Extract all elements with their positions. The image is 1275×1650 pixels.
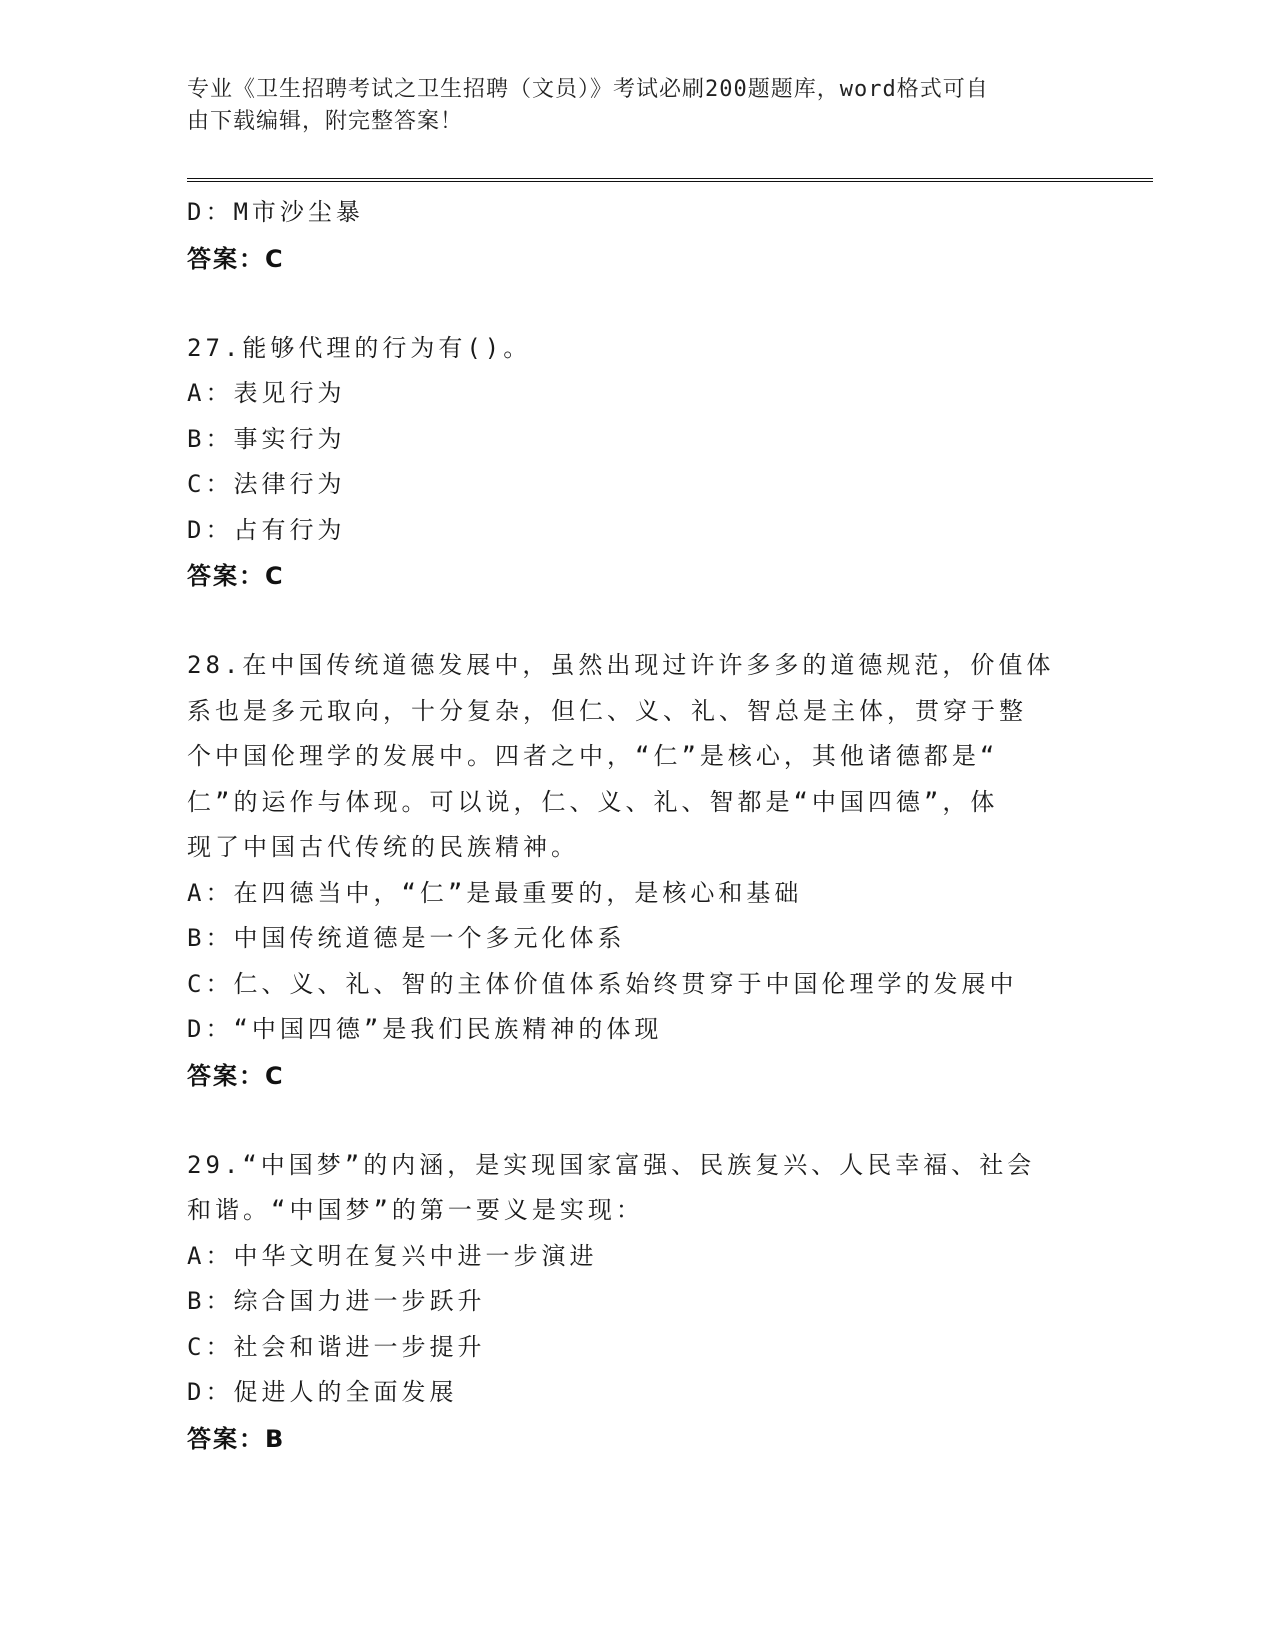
question-28 xyxy=(187,643,1087,1099)
option-d: D：占有行为 xyxy=(187,515,346,544)
stem-line: 和谐。“中国梦”的第一要义是实现： xyxy=(187,1196,644,1224)
option-d: D：“中国四德”是我们民族精神的体现 xyxy=(187,1015,663,1043)
option-c: C：法律行为 xyxy=(187,470,346,498)
page-header xyxy=(187,74,1087,138)
header-line-2: 由下载编辑，附完整答案！ xyxy=(187,109,464,134)
spacer xyxy=(187,282,1087,326)
option-c: C：仁、义、礼、智的主体价值体系始终贯穿于中国伦理学的发展中 xyxy=(187,969,1018,998)
stem-line: 29.“中国梦”的内涵，是实现国家富强、民族复兴、人民幸福、社会 xyxy=(187,1150,1036,1179)
answer-label: 答案：B xyxy=(187,1424,286,1453)
spacer xyxy=(187,1099,1087,1143)
option-c: C：社会和谐进一步提升 xyxy=(187,1332,486,1361)
spacer xyxy=(187,599,1087,643)
stem-line: 仁”的运作与体现。可以说，仁、义、礼、智都是“中国四德”，体 xyxy=(187,787,999,816)
answer-label: 答案：C xyxy=(187,1061,285,1090)
question-27 xyxy=(187,326,1087,600)
answer-label: 答案：C xyxy=(187,244,285,273)
stem-line: 28.在中国传统道德发展中，虽然出现过许许多多的道德规范，价值体 xyxy=(187,651,1055,679)
header-divider xyxy=(187,178,1153,182)
option-d: D：促进人的全面发展 xyxy=(187,1378,458,1406)
option-a: A：表见行为 xyxy=(187,379,346,407)
question-stem xyxy=(187,643,1087,871)
question-stem xyxy=(187,326,1087,372)
option-a: A：中华文明在复兴中进一步演进 xyxy=(187,1241,598,1270)
answer-label: 答案：C xyxy=(187,562,285,590)
question-list xyxy=(187,190,1087,1462)
option-b: B：中国传统道德是一个多元化体系 xyxy=(187,924,626,952)
prev-question-tail xyxy=(187,190,1087,282)
header-line-1: 专业《卫生招聘考试之卫生招聘（文员）》考试必刷200题题库，word格式可自 xyxy=(187,77,989,102)
option-b: B：综合国力进一步跃升 xyxy=(187,1287,486,1315)
question-29 xyxy=(187,1143,1087,1462)
stem-line: 现了中国古代传统的民族精神。 xyxy=(187,833,579,861)
option-b: B：事实行为 xyxy=(187,424,346,453)
stem-line: 27.能够代理的行为有()。 xyxy=(187,333,532,362)
question-stem xyxy=(187,1143,1087,1234)
stem-line: 个中国伦理学的发展中。四者之中，“仁”是核心，其他诸德都是“ xyxy=(187,742,999,770)
option-d: D：M市沙尘暴 xyxy=(187,198,364,226)
stem-line: 系也是多元取向，十分复杂，但仁、义、礼、智总是主体，贯穿于整 xyxy=(187,696,1027,725)
option-a: A：在四德当中，“仁”是最重要的，是核心和基础 xyxy=(187,878,803,907)
